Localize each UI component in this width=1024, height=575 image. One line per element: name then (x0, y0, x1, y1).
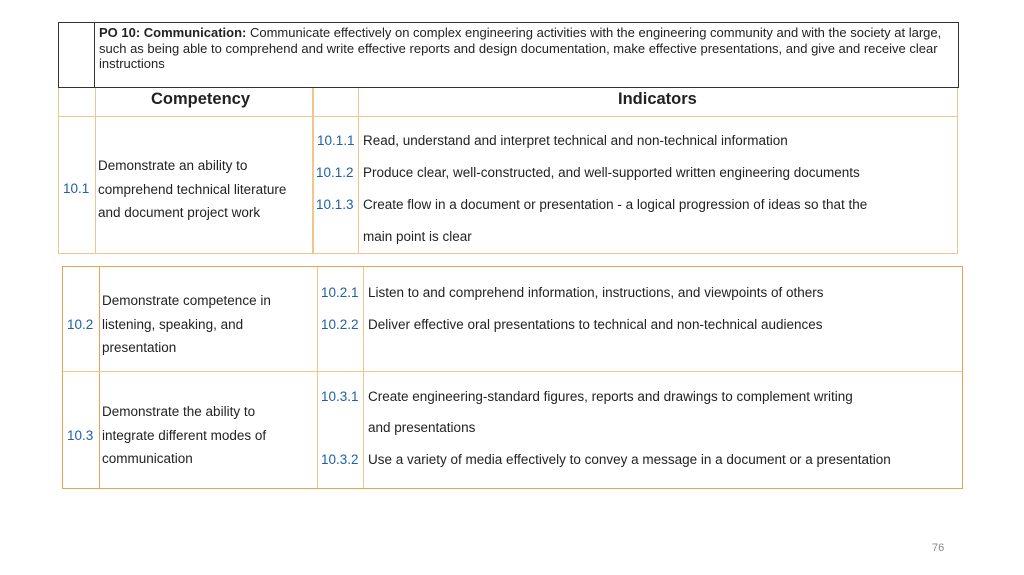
indicator-text: Create flow in a document or presentation - a logical progression of ideas so that the (363, 197, 868, 212)
competency-id: 10.2 (67, 317, 94, 332)
competency-line: presentation (102, 340, 177, 355)
indicator-id: 10.1.3 (316, 197, 354, 212)
indicator-text: Read, understand and interpret technical and non-technical information (363, 133, 788, 148)
competency-id: 10.3 (67, 428, 94, 443)
divider (312, 88, 314, 253)
indicator-text-continued: main point is clear (363, 229, 472, 244)
header-left-cell (58, 22, 95, 88)
competency-line: and document project work (98, 205, 261, 220)
indicator-text: Create engineering-standard figures, reports and drawings to complement writing (368, 389, 853, 404)
indicator-id: 10.2.2 (321, 317, 359, 332)
indicator-text: Listen to and comprehend information, instructions, and viewpoints of others (368, 285, 824, 300)
competency-line: comprehend technical literature (98, 182, 287, 197)
indicator-text-continued: and presentations (368, 420, 476, 435)
competency-line: integrate different modes of (102, 428, 267, 443)
competency-header: Competency (151, 90, 251, 108)
indicator-text: Produce clear, well-constructed, and well-supported written engineering documents (363, 165, 860, 180)
competency-line: listening, speaking, and (102, 317, 244, 332)
divider (63, 371, 962, 372)
divider (95, 88, 96, 253)
indicator-id: 10.1.1 (317, 133, 355, 148)
page-number: 76 (932, 542, 945, 554)
po-label: PO 10: Communication: (99, 25, 247, 40)
indicator-id: 10.3.2 (321, 452, 359, 467)
po-description-box (94, 22, 959, 88)
indicator-text: Deliver effective oral presentations to technical and non-technical audiences (368, 317, 823, 332)
indicator-id: 10.1.2 (316, 165, 354, 180)
indicator-text: Use a variety of media effectively to convey a message in a document or a presentation (368, 452, 891, 467)
indicator-id: 10.2.1 (321, 285, 359, 300)
competency-table-2 (62, 266, 963, 489)
indicator-id: 10.3.1 (321, 389, 359, 404)
po-text: Communicate effectively on complex engineering activities with the engineering community and with the society at large, such as being able to comprehend and write effective reports and design documentation, make effective presentations, and give and receive clear instructions (99, 25, 942, 71)
divider (358, 88, 359, 253)
divider (317, 267, 318, 488)
competency-table-1 (58, 88, 958, 254)
competency-line: communication (102, 451, 193, 466)
divider (363, 267, 364, 488)
competency-line: Demonstrate an ability to (98, 158, 248, 173)
competency-line: Demonstrate the ability to (102, 404, 256, 419)
divider (59, 116, 957, 117)
competency-id: 10.1 (63, 181, 90, 196)
competency-line: Demonstrate competence in (102, 293, 271, 308)
divider (99, 267, 100, 488)
indicators-header: Indicators (618, 90, 697, 108)
